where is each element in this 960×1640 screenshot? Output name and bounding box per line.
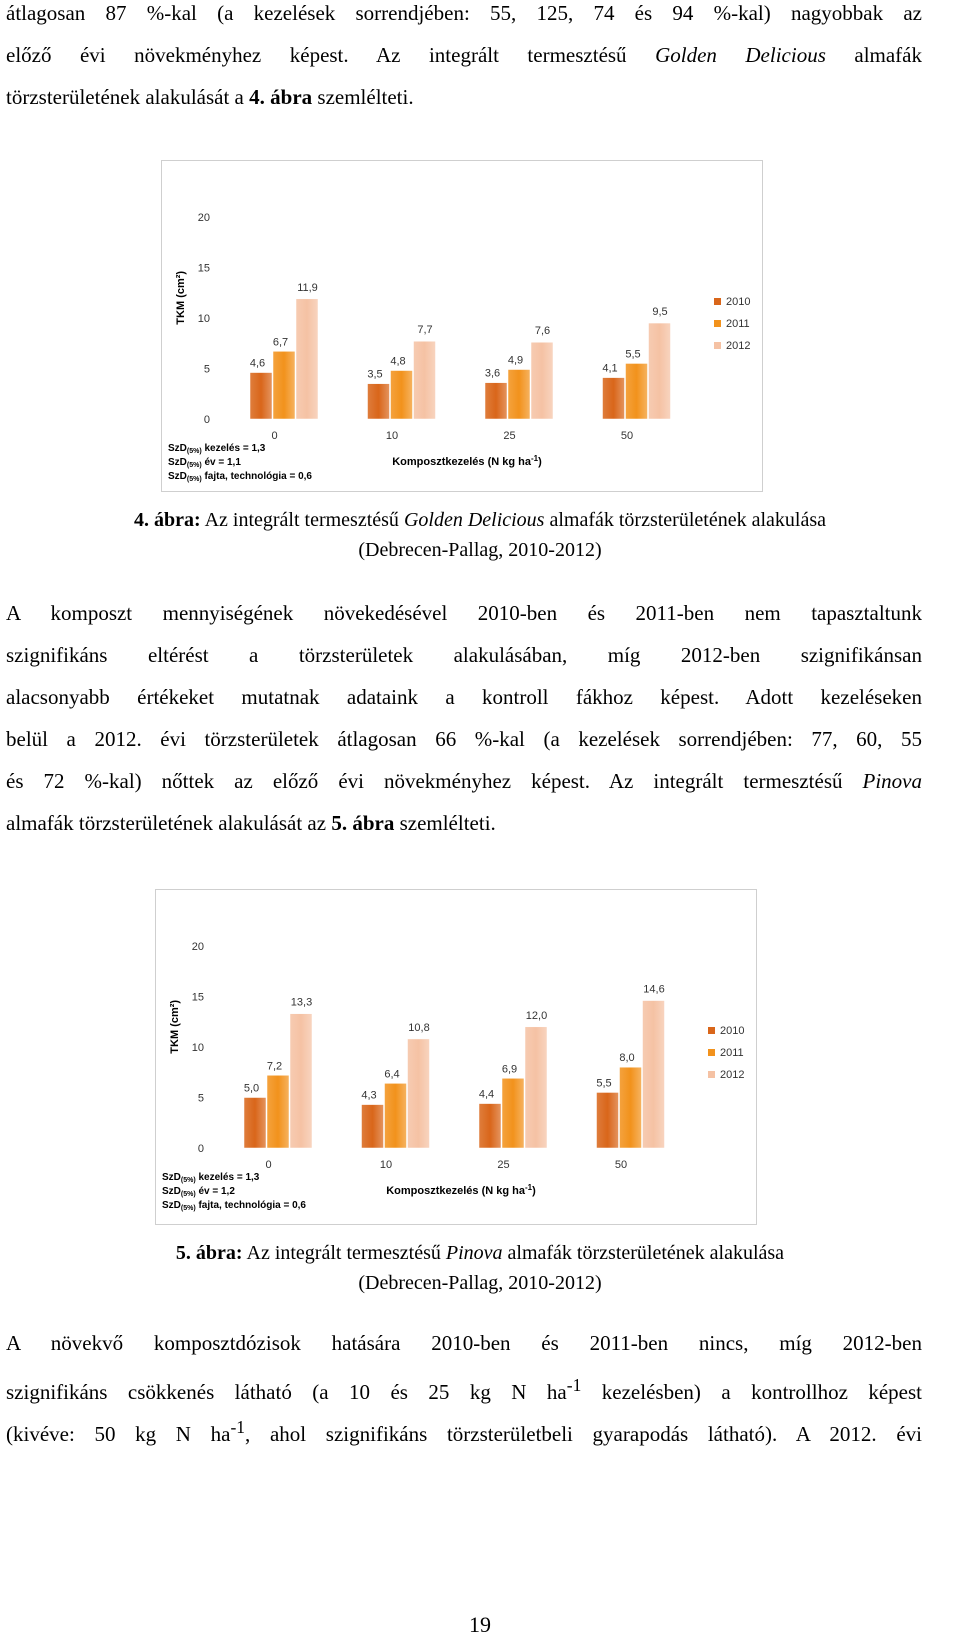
legend-label-2010: 2010 xyxy=(720,1025,745,1037)
bar-2010 xyxy=(603,378,625,419)
bar-value-label: 4,8 xyxy=(390,355,406,368)
bar-value-label: 5,5 xyxy=(625,348,641,361)
text-line: belül a 2012. évi törzsterületek átlagosan 66 %-kal (a kezelések sorrendjében: 77, 60, 55 xyxy=(6,727,922,751)
legend-swatch-2011 xyxy=(714,320,721,327)
szd-note: SzD$_{(5\%)}$ év = 1,1 xyxy=(168,457,241,469)
legend-swatch-2012 xyxy=(708,1071,715,1078)
bar-2012 xyxy=(414,341,436,419)
bar-value-label: 12,0 xyxy=(525,1009,548,1022)
text-line: A növekvő komposztdózisok hatására 2010-ben és 2011-ben nincs, míg 2012-ben xyxy=(6,1331,922,1355)
caption-text: Az integrált termesztésű xyxy=(246,1242,441,1264)
bar-value-label: 10,8 xyxy=(408,1021,430,1034)
bar-value-label: 5,5 xyxy=(596,1077,612,1090)
caption-text: Az integrált termesztésű xyxy=(204,509,399,531)
text-line: átlagosan 87 %-kal (a kezelések sorrendjében: 55, 125, 74 és 94 %-kal) nagyobbak az xyxy=(6,1,922,25)
x-axis-label: Komposztkezelés (N kg $ha^{-1}$) xyxy=(392,453,542,468)
szd-note: SzD$_{(5\%)}$ kezelés = 1,3 xyxy=(168,443,266,455)
x-tick-label: 25 xyxy=(497,1159,510,1171)
bar-2012 xyxy=(643,1001,665,1148)
bar-2011 xyxy=(502,1078,524,1148)
bar-value-label: 4,9 xyxy=(507,354,524,367)
x-tick-label: 50 xyxy=(614,1159,628,1171)
text-line: A komposzt mennyiségének növekedésével 2010-ben és 2011-ben nem tapasztaltunk xyxy=(6,601,922,625)
bar-2012 xyxy=(296,299,318,419)
caption-line-1 xyxy=(0,505,960,535)
text-line: alacsonyabb értékeket mutatnak adataink a kontroll fákhoz képest. Adott kezeléseken xyxy=(6,685,922,709)
y-tick-label: 20 xyxy=(191,941,204,953)
bar-value-label: 7,2 xyxy=(266,1060,283,1073)
szd-text: kezelés = 1,3 xyxy=(195,1172,260,1183)
bar-2010 xyxy=(597,1092,619,1148)
x-tick-label: 0 xyxy=(271,430,278,442)
x-axis-label-sup: -1 xyxy=(524,1182,533,1192)
bar-2010 xyxy=(244,1098,266,1149)
legend-label-2012: 2012 xyxy=(726,340,751,352)
x-axis-label: Komposztkezelés (N kg $ha^{-1}$) xyxy=(386,1182,536,1197)
bar-2012 xyxy=(649,323,671,419)
bar-2011 xyxy=(273,351,295,419)
bar-2012 xyxy=(531,342,553,419)
szd-subscript: (5%) xyxy=(186,462,202,469)
legend-label-2011: 2011 xyxy=(720,1047,744,1059)
paragraph-top xyxy=(6,0,922,118)
text-line: előző évi növekményhez képest. Az integrált termesztésű Golden Delicious almafák xyxy=(6,43,922,67)
bar-2011 xyxy=(620,1067,642,1148)
y-tick-label: 0 xyxy=(203,414,210,426)
y-tick-label: 10 xyxy=(191,1042,204,1054)
legend-swatch-2011 xyxy=(708,1049,715,1056)
szd-text: év = 1,2 xyxy=(195,1186,235,1197)
bar-2010 xyxy=(250,373,272,419)
page-number: 19 xyxy=(469,1612,491,1637)
szd-subscript: (5%) xyxy=(186,448,202,455)
bar-value-label: 13,3 xyxy=(290,996,313,1009)
caption-text: almafák törzsterületének alakulása xyxy=(549,509,826,531)
figure-4-svg xyxy=(162,161,762,491)
bar-2012 xyxy=(408,1039,430,1148)
szd-subscript: (5%) xyxy=(180,1191,196,1198)
bar-value-label: 4,1 xyxy=(602,362,618,375)
y-tick-label: 0 xyxy=(197,1143,204,1155)
szd-note: SzD$_{(5\%)}$ fajta, technológia = 0,6 xyxy=(168,471,312,483)
y-axis-label: TKM (cm²) xyxy=(169,999,181,1054)
bar-2011 xyxy=(267,1075,289,1148)
caption-label: 5. ábra: xyxy=(175,1242,243,1264)
y-tick-label: 5 xyxy=(203,363,210,376)
x-tick-label: 0 xyxy=(265,1159,272,1171)
paragraph-middle xyxy=(6,592,922,844)
szd-text: fajta, technológia = 0,6 xyxy=(201,471,312,482)
bar-value-label: 4,6 xyxy=(249,357,266,370)
szd-subscript: (5%) xyxy=(180,1205,196,1212)
caption-cultivar: Golden Delicious xyxy=(403,509,545,531)
bar-value-label: 9,5 xyxy=(652,306,668,319)
y-tick-label: 10 xyxy=(197,313,210,325)
figure-4-caption xyxy=(0,505,960,565)
figure-5-svg xyxy=(156,890,756,1224)
legend-label-2011: 2011 xyxy=(726,318,750,330)
y-tick-label: 15 xyxy=(191,991,204,1004)
y-tick-label: 5 xyxy=(197,1092,204,1105)
bar-2010 xyxy=(368,384,390,419)
bar-value-label: 7,6 xyxy=(534,325,551,338)
bar-value-label: 4,4 xyxy=(478,1088,495,1101)
bar-2012 xyxy=(290,1014,312,1148)
x-axis-label-sup: -1 xyxy=(530,453,539,463)
bar-2012 xyxy=(525,1027,547,1148)
bar-value-label: 6,9 xyxy=(501,1063,518,1076)
y-tick-label: 15 xyxy=(197,262,210,275)
bar-value-label: 6,4 xyxy=(384,1068,400,1081)
text-line: (kivéve: 50 kg N $ha^{-1}$, ahol szignifikáns törzsterületbeli gyarapodás látható). A 2012. évi xyxy=(6,1417,922,1446)
szd-text: év = 1,1 xyxy=(201,457,241,468)
x-tick-label: 50 xyxy=(620,430,634,442)
szd-subscript: (5%) xyxy=(180,1177,196,1184)
legend-swatch-2012 xyxy=(714,342,721,349)
text-line: almafák törzsterületének alakulását az 5. ábra szemlélteti. xyxy=(6,811,496,835)
szd-subscript: (5%) xyxy=(186,476,202,483)
bar-value-label: 8,0 xyxy=(619,1052,635,1065)
bar-value-label: 11,9 xyxy=(297,281,318,294)
bar-value-label: 14,6 xyxy=(643,983,665,996)
y-axis-label: TKM (cm²) xyxy=(175,270,187,325)
szd-note: SzD$_{(5\%)}$ kezelés = 1,3 xyxy=(162,1172,260,1184)
x-tick-label: 25 xyxy=(503,430,516,442)
bar-2011 xyxy=(385,1083,407,1148)
bar-2011 xyxy=(508,370,530,419)
y-tick-label: 20 xyxy=(197,212,210,224)
szd-note: SzD$_{(5\%)}$ év = 1,2 xyxy=(162,1186,235,1198)
szd-text: fajta, technológia = 0,6 xyxy=(195,1200,306,1211)
figure-5-chart xyxy=(155,889,757,1225)
caption-line-2: (Debrecen-Pallag, 2010-2012) xyxy=(358,539,602,561)
bar-2011 xyxy=(626,363,648,419)
text-line: törzsterületének alakulását a 4. ábra szemlélteti. xyxy=(6,85,414,109)
x-tick-label: 10 xyxy=(379,1159,393,1171)
caption-text: almafák törzsterületének alakulása xyxy=(507,1242,785,1264)
text-line: szignifikáns csökkenés látható (a 10 és 25 kg N $ha^{-1}$ kezelésben) a kontrollhoz képest xyxy=(6,1375,923,1404)
bar-2011 xyxy=(391,371,413,419)
legend-label-2010: 2010 xyxy=(726,296,751,308)
legend-swatch-2010 xyxy=(714,298,721,305)
bar-value-label: 6,7 xyxy=(272,336,289,349)
figure-4-chart xyxy=(161,160,763,492)
text-line: szignifikáns eltérést a törzsterületek alakulásában, míg 2012-ben szignifikánsan xyxy=(6,643,922,667)
bar-value-label: 4,3 xyxy=(361,1089,377,1102)
bar-value-label: 5,0 xyxy=(243,1082,260,1095)
figure-5-caption xyxy=(0,1238,960,1298)
szd-note: SzD$_{(5\%)}$ fajta, technológia = 0,6 xyxy=(162,1200,306,1212)
caption-line-1 xyxy=(0,1238,960,1268)
szd-text: kezelés = 1,3 xyxy=(201,443,266,454)
caption-cultivar: Pinova xyxy=(445,1242,503,1264)
bar-value-label: 7,7 xyxy=(417,324,433,337)
caption-label: 4. ábra: xyxy=(133,509,201,531)
bar-value-label: 3,6 xyxy=(484,367,501,380)
bar-2010 xyxy=(479,1104,501,1148)
bar-2010 xyxy=(485,383,507,419)
caption-line-2: (Debrecen-Pallag, 2010-2012) xyxy=(358,1272,602,1294)
legend-label-2012: 2012 xyxy=(720,1069,745,1081)
bar-value-label: 3,5 xyxy=(367,368,383,381)
legend-swatch-2010 xyxy=(708,1027,715,1034)
text-line: és 72 %-kal) nőttek az előző évi növekményhez képest. Az integrált termesztésű Pinova xyxy=(6,769,922,793)
paragraph-bottom xyxy=(6,1322,922,1448)
x-tick-label: 10 xyxy=(385,430,399,442)
bar-2010 xyxy=(362,1105,384,1148)
